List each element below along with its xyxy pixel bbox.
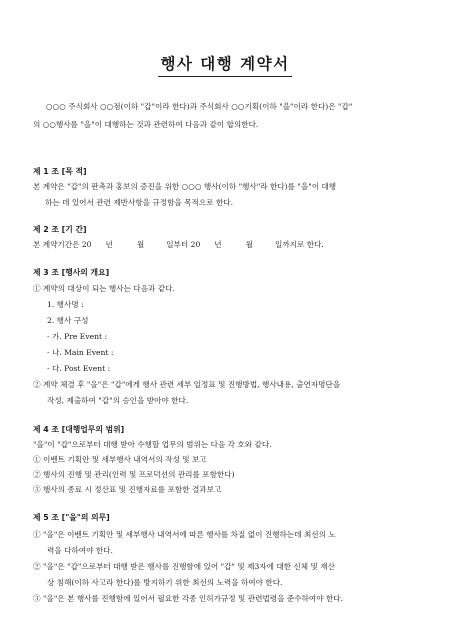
article-1-line-2: 하는 데 있어서 관련 제반사항을 규정함을 목적으로 한다.: [45, 198, 234, 207]
article-1-line-1: 본 계약은 "갑"의 판촉과 홍보의 증진을 위한 ○○○ 행사(이하 "행사"라 한다)를 "을"이 대행: [33, 182, 337, 191]
period-part-6: 월: [245, 240, 253, 249]
intro-line-1: ○○○ 주식회사 ○○점(이하 "갑"이라 한다)과 주식회사 ○○기획(이하 "을"이라 한다)은 "갑": [46, 102, 353, 111]
period-part-4: 일부터 20: [166, 240, 201, 249]
article-4-line-2: ① 이벤트 기획안 및 세부행사 내역서의 작성 및 보고: [33, 455, 207, 464]
article-4-line-1: "을"이 "갑"으로부터 대행 받아 수행할 업무의 범위는 다음 각 호와 같다.: [33, 440, 272, 449]
intro-line-2: 의 ○○행사를 "을"이 대행하는 것과 관련하여 다음과 같이 합의한다.: [33, 120, 259, 129]
article-3-line-7: ② 계약 체결 후 "을"은 "갑"에게 행사 관련 세부 일정표 및 진행방법, 행사내용, 출연자명단을: [33, 380, 341, 389]
title-wrap: [0, 52, 450, 77]
article-2-heading: 제 2 조 [기 간]: [33, 225, 87, 234]
article-1-heading: 제 1 조 [목 적]: [33, 167, 87, 176]
article-5-line-1: ① "을"은 이벤트 기획안 및 세부행사 내역서에 따른 행사를 차질 없이 진행하는데 최선의 노: [33, 530, 336, 539]
article-3-line-5: - 나. Main Event :: [47, 348, 114, 357]
article-3-heading: 제 3 조 [행사의 개요]: [33, 268, 110, 277]
article-5-line-5: ③ "을"은 본 행사를 진행함에 있어서 필요한 각종 인허가규정 및 관련법령을 준수하여야 한다.: [33, 594, 344, 603]
period-part-1: 본 계약기간은 20: [33, 240, 92, 249]
article-4-heading: 제 4 조 [대행업무의 범위]: [33, 425, 125, 434]
period-part-3: 월: [136, 240, 145, 249]
period-part-7: 일까지로 한다.: [274, 240, 324, 249]
article-4-line-3: ② 행사의 진행 및 관리(인력 및 프로덕션의 관리를 포함한다): [33, 470, 235, 479]
article-2-line: [33, 240, 324, 250]
article-3-line-4: - 가. Pre Event :: [47, 332, 108, 341]
period-part-5: 년: [214, 240, 222, 249]
article-3-line-3: 2. 행사 구성: [47, 316, 89, 325]
article-5-line-4: 상 침해(이하 사고라 한다)를 방지하기 위한 최선의 노력을 하여야 한다.: [47, 578, 283, 587]
period-part-2: 년: [105, 240, 113, 249]
article-5-line-2: 력을 다하여야 한다.: [47, 546, 113, 555]
document-title: 행사 대행 계약서: [158, 52, 291, 77]
article-3-line-1: ① 계약의 대상이 되는 행사는 다음과 같다.: [33, 284, 175, 293]
article-4-line-4: ③ 행사의 종료 시 정산표 및 진행자료를 포함한 결과보고: [33, 485, 222, 494]
article-5-heading: 제 5 조 ["을"의 의무]: [33, 513, 110, 522]
article-3-line-8: 작성, 제출하여 "갑"의 승인을 받아야 한다.: [47, 396, 189, 405]
article-3-line-2: 1. 행사명 :: [47, 300, 84, 309]
article-5-line-3: ② "을"은 "갑"으로부터 대행 받은 행사를 진행함에 있어 "갑" 및 제3자에 대한 신체 및 재산: [33, 562, 335, 571]
article-3-line-6: - 다. Post Event :: [47, 364, 111, 373]
